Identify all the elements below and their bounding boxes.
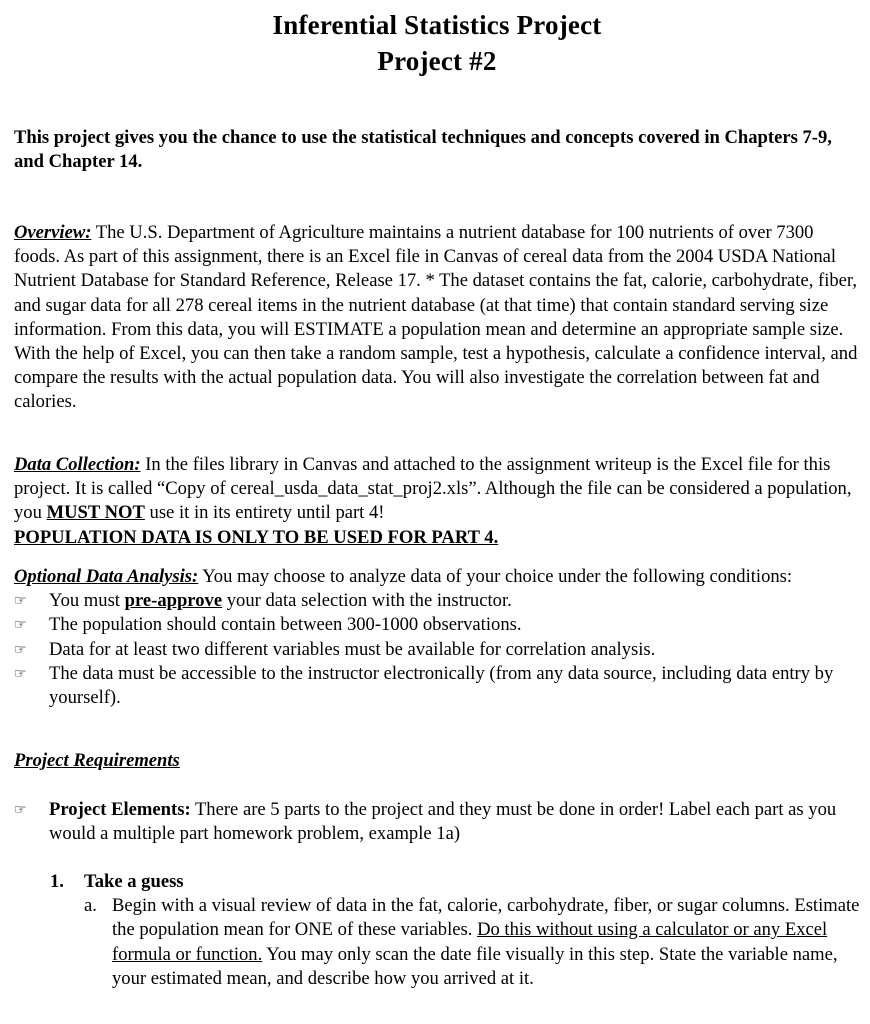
must-not-emphasis: MUST NOT xyxy=(46,502,145,524)
pointing-hand-icon: ☞ xyxy=(14,665,27,682)
list-item xyxy=(14,613,860,637)
item-number: 1. xyxy=(50,871,64,892)
bullet-text: The population should contain between 300-1000 observations. xyxy=(49,614,522,636)
item-title: Take a guess xyxy=(84,871,184,892)
intro-paragraph: This project gives you the chance to use the statistical techniques and concepts covered in Chapters 7-9, and Chapter 14. xyxy=(14,127,832,173)
project-elements-section xyxy=(14,798,860,846)
overview-text: The U.S. Department of Agriculture maintains a nutrient database for 100 nutrients of over 7300 foods. As part of this assignment, there is an Excel file in Canvas of cereal data from the 2004 USDA National Nutrient Database for Standard Reference, Release 17. * The dataset contains the fat, calorie, carbohydrate, fiber, and sugar data for all 278 cereal items in the nutrient database (at that time) that contain standard serving size information. From this data, you will ESTIMATE a population mean and determine an appropriate sample size. With the help of Excel, you can then take a random sample, test a hypothesis, calculate a confidence interval, and compare the results with the actual population data. You will also investigate the correlation between fat and calories. xyxy=(14,222,858,413)
document-title xyxy=(14,0,860,79)
population-data-notice: POPULATION DATA IS ONLY TO BE USED FOR PART 4. xyxy=(14,526,499,548)
data-collection-text: In the files library in Canvas and attached to the assignment writeup is the Excel file for this project. It is called “Copy of cereal_usda_data_stat_proj2.xls”. Although the file can be considered a population, you xyxy=(14,454,852,524)
title-line-2: Project #2 xyxy=(377,46,497,76)
optional-analysis-paragraph xyxy=(14,565,860,589)
bullet-text: You must xyxy=(49,590,125,612)
project-elements-label: Project Elements: xyxy=(49,799,191,820)
pointing-hand-icon: ☞ xyxy=(14,617,27,634)
project-elements-text: There are 5 parts to the project and they must be done in order! Label each part as you would a multiple part homework problem, example 1a) xyxy=(49,799,837,845)
sub-item-text-after: You may only scan the date file visually in this step. State the variable name, your estimated mean, and describe how you arrived at it. xyxy=(112,943,838,989)
list-item xyxy=(14,589,860,613)
pointing-hand-icon: ☞ xyxy=(14,802,27,818)
numbered-item xyxy=(14,870,860,894)
data-collection-heading: Data Collection: xyxy=(14,454,141,475)
list-item xyxy=(14,798,860,846)
title-line-1: Inferential Statistics Project xyxy=(272,10,602,40)
list-item xyxy=(14,662,860,710)
project-elements-list xyxy=(14,798,860,846)
sub-item-text: Begin with a visual review of data in the fat, calorie, carbohydrate, fiber, or sugar columns. Estimate the population mean for ONE of these variables. xyxy=(112,895,860,941)
overview-paragraph xyxy=(14,221,860,415)
optional-analysis-heading: Optional Data Analysis: xyxy=(14,566,199,587)
document-page xyxy=(14,0,860,989)
data-collection-paragraph xyxy=(14,453,860,526)
pointing-hand-icon: ☞ xyxy=(14,593,27,610)
requirement-item-1 xyxy=(14,870,860,991)
pointing-hand-icon: ☞ xyxy=(14,641,27,658)
data-collection-text-after: use it in its entirety until part 4! xyxy=(144,502,385,524)
sub-item-underlined-text: Do this without using a calculator or any Excel formula or function. xyxy=(112,919,828,965)
sub-item-a xyxy=(14,894,860,991)
overview-heading: Overview: xyxy=(14,222,92,243)
conditions-list xyxy=(14,589,860,710)
data-collection-section xyxy=(14,453,860,550)
pre-approve-emphasis: pre-approve xyxy=(124,590,223,612)
bullet-text: The data must be accessible to the instructor electronically (from any data source, including data entry by yourself). xyxy=(49,662,834,709)
optional-analysis-text: You may choose to analyze data of your choice under the following conditions: xyxy=(198,566,793,587)
sub-item-letter: a. xyxy=(84,895,97,917)
project-requirements-heading: Project Requirements xyxy=(14,750,180,771)
optional-analysis-section xyxy=(14,565,860,710)
bullet-text: your data selection with the instructor. xyxy=(222,590,512,612)
bullet-text: Data for at least two different variables must be available for correlation analysis. xyxy=(49,638,656,660)
list-item xyxy=(14,638,860,662)
